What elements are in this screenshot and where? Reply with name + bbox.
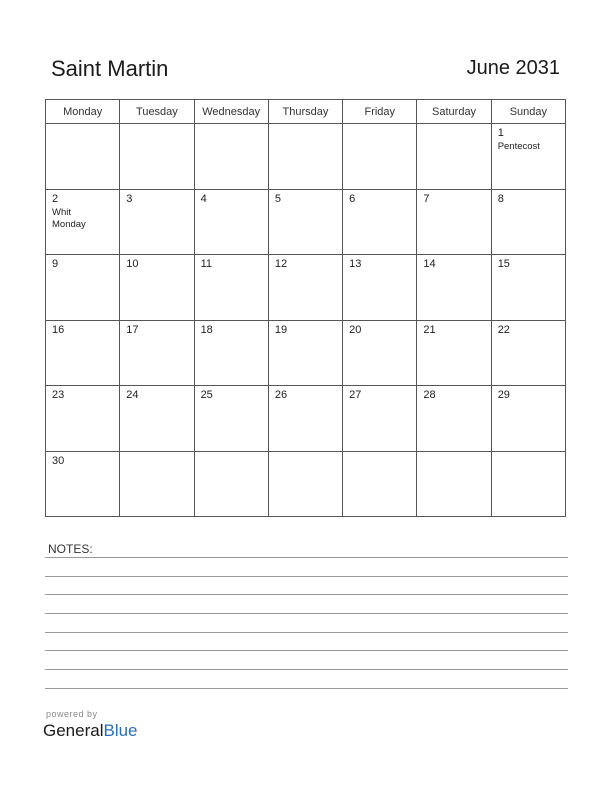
holiday-label xyxy=(417,127,490,128)
day-number: 22 xyxy=(497,323,510,336)
week-row xyxy=(46,320,566,386)
day-cell[interactable] xyxy=(268,189,342,255)
day-number: 30 xyxy=(52,454,65,467)
day-cell[interactable] xyxy=(268,124,342,190)
holiday-label xyxy=(492,271,565,272)
day-cell[interactable] xyxy=(268,451,342,517)
holiday-label xyxy=(343,127,416,128)
week-row xyxy=(46,386,566,452)
holiday-label xyxy=(46,337,119,338)
day-cell[interactable] xyxy=(46,386,120,452)
day-cell[interactable] xyxy=(194,124,268,190)
day-number: 29 xyxy=(497,389,510,401)
notes-line xyxy=(45,594,568,595)
day-number: 25 xyxy=(200,389,213,401)
day-number: 17 xyxy=(126,323,139,336)
notes-line xyxy=(45,557,568,558)
day-cell[interactable] xyxy=(417,320,491,386)
holiday-label xyxy=(120,206,193,207)
day-number: 13 xyxy=(349,258,362,270)
day-cell[interactable] xyxy=(46,189,120,255)
holiday-label xyxy=(492,402,565,403)
day-number: 15 xyxy=(497,258,510,270)
holiday-label xyxy=(195,337,268,338)
day-number: 18 xyxy=(200,323,213,336)
holiday-label xyxy=(417,455,490,456)
day-number: 16 xyxy=(52,323,65,336)
day-number: 8 xyxy=(497,192,504,205)
day-cell[interactable] xyxy=(194,189,268,255)
day-cell[interactable] xyxy=(46,124,120,190)
week-row xyxy=(46,451,566,517)
day-cell[interactable] xyxy=(46,451,120,517)
holiday-label xyxy=(269,206,342,207)
day-number: 26 xyxy=(274,389,288,401)
day-cell[interactable] xyxy=(343,255,417,321)
day-number: 28 xyxy=(423,389,436,401)
day-cell[interactable] xyxy=(491,320,565,386)
holiday-label xyxy=(46,402,119,403)
day-cell[interactable] xyxy=(120,255,194,321)
day-cell[interactable] xyxy=(343,189,417,255)
day-number: 21 xyxy=(423,323,436,336)
holiday-label xyxy=(120,337,193,338)
holiday-label xyxy=(195,206,268,207)
day-cell[interactable] xyxy=(343,124,417,190)
day-number: 20 xyxy=(349,323,362,336)
week-row xyxy=(46,255,566,321)
day-number: 23 xyxy=(52,389,65,401)
calendar-title: Saint Martin xyxy=(51,56,169,81)
week-row xyxy=(46,189,566,255)
day-number: 27 xyxy=(349,389,362,401)
holiday-label xyxy=(195,127,268,128)
day-number: 14 xyxy=(423,258,436,270)
day-cell[interactable] xyxy=(343,320,417,386)
month-label: June 2031 xyxy=(466,57,560,79)
notes-line xyxy=(45,650,568,651)
holiday-label xyxy=(269,127,342,128)
holiday-label xyxy=(343,206,416,207)
holiday-label xyxy=(343,402,416,403)
notes-line xyxy=(45,669,568,670)
day-cell[interactable] xyxy=(268,386,342,452)
holiday-label xyxy=(417,271,490,272)
day-cell[interactable] xyxy=(268,320,342,386)
day-cell[interactable] xyxy=(120,189,194,255)
brand-general-text: General xyxy=(43,721,104,740)
holiday-label xyxy=(417,337,490,338)
notes-label: NOTES: xyxy=(48,542,93,556)
holiday-label xyxy=(492,455,565,456)
notes-line xyxy=(45,576,568,577)
weekday-header: Tuesday xyxy=(120,100,194,124)
weekday-header-row xyxy=(46,100,566,124)
notes-line xyxy=(45,688,568,689)
holiday-label xyxy=(120,402,193,403)
weekday-header: Saturday xyxy=(417,100,491,124)
day-number: 5 xyxy=(274,192,281,205)
day-cell[interactable] xyxy=(194,451,268,517)
holiday-label xyxy=(195,271,268,272)
holiday-label xyxy=(343,455,416,456)
weekday-header: Wednesday xyxy=(194,100,268,124)
day-cell[interactable] xyxy=(417,124,491,190)
holiday-label xyxy=(46,127,119,128)
holiday-label: Pentecost xyxy=(497,141,540,152)
day-number: 12 xyxy=(274,258,288,270)
day-cell[interactable] xyxy=(120,451,194,517)
day-cell[interactable] xyxy=(343,386,417,452)
day-number: 11 xyxy=(200,258,212,270)
day-cell[interactable] xyxy=(417,189,491,255)
holiday-label xyxy=(120,271,193,272)
day-number: 4 xyxy=(200,192,207,205)
notes-line xyxy=(45,613,568,614)
powered-by-text: powered by xyxy=(46,709,98,719)
day-cell[interactable] xyxy=(46,255,120,321)
holiday-label: Whit Monday xyxy=(52,206,86,230)
brand-logo[interactable] xyxy=(43,721,138,741)
day-cell[interactable] xyxy=(491,255,565,321)
holiday-label xyxy=(120,455,193,456)
day-number: 2 xyxy=(52,192,59,205)
holiday-label xyxy=(343,271,416,272)
day-cell[interactable] xyxy=(491,451,565,517)
day-number: 1 xyxy=(497,127,504,139)
day-cell[interactable] xyxy=(417,451,491,517)
holiday-label xyxy=(120,127,193,128)
holiday-label xyxy=(417,206,490,207)
holiday-label xyxy=(343,337,416,338)
day-number: 9 xyxy=(52,258,59,270)
day-number: 6 xyxy=(349,192,356,205)
day-cell[interactable] xyxy=(417,386,491,452)
holiday-label xyxy=(269,455,342,456)
day-cell[interactable] xyxy=(120,386,194,452)
day-cell[interactable] xyxy=(194,320,268,386)
day-cell[interactable] xyxy=(491,189,565,255)
holiday-label xyxy=(269,337,342,338)
day-number: 7 xyxy=(423,192,430,205)
weekday-header: Sunday xyxy=(491,100,565,124)
day-cell[interactable] xyxy=(343,451,417,517)
holiday-label xyxy=(269,271,342,272)
holiday-label xyxy=(417,402,490,403)
holiday-label xyxy=(46,271,119,272)
day-cell[interactable] xyxy=(194,255,268,321)
notes-line xyxy=(45,632,568,633)
holiday-label xyxy=(492,206,565,207)
day-cell[interactable] xyxy=(120,320,194,386)
day-cell[interactable] xyxy=(491,386,565,452)
day-cell[interactable] xyxy=(417,255,491,321)
day-number: 19 xyxy=(274,323,288,336)
week-row xyxy=(46,124,566,190)
holiday-label xyxy=(195,402,268,403)
day-number: 24 xyxy=(126,389,139,401)
holiday-label xyxy=(492,337,565,338)
holiday-label xyxy=(195,455,268,456)
day-cell[interactable] xyxy=(120,124,194,190)
weekday-header: Thursday xyxy=(268,100,342,124)
day-cell[interactable] xyxy=(491,124,565,190)
brand-blue-text: Blue xyxy=(103,721,138,740)
day-number: 10 xyxy=(126,258,139,270)
holiday-label xyxy=(269,402,342,403)
day-cell[interactable] xyxy=(46,320,120,386)
day-cell[interactable] xyxy=(194,386,268,452)
day-number: 3 xyxy=(126,192,133,205)
weekday-header: Friday xyxy=(343,100,417,124)
day-cell[interactable] xyxy=(268,255,342,321)
holiday-label xyxy=(46,468,119,469)
weekday-header: Monday xyxy=(46,100,120,124)
calendar-grid xyxy=(45,99,566,517)
